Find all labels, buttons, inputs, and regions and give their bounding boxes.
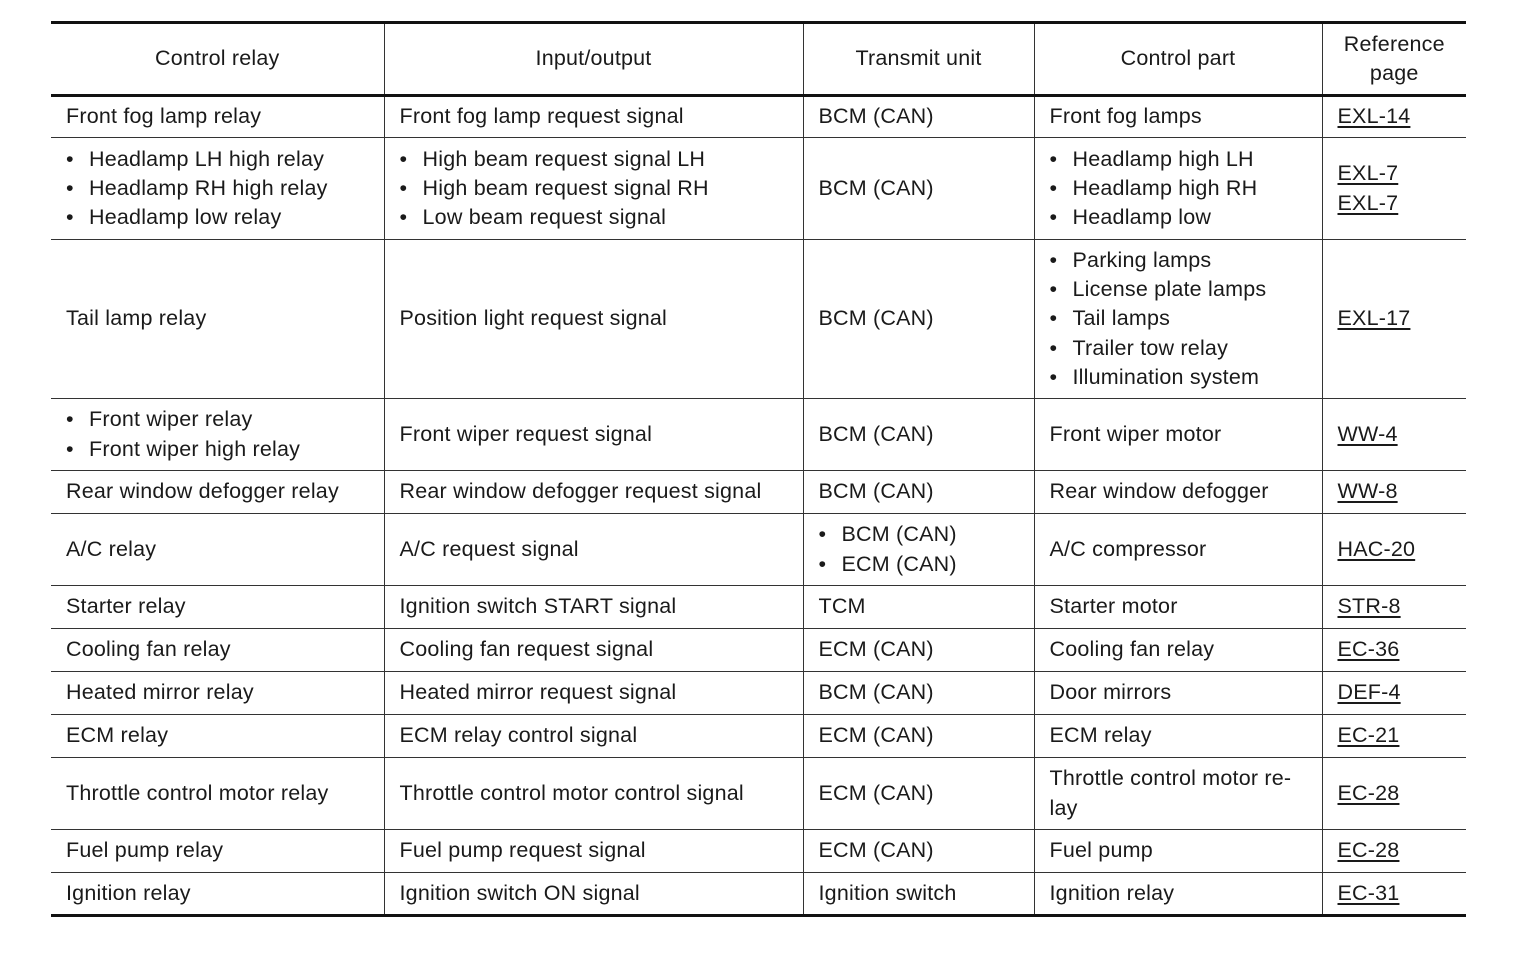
reference-page-cell <box>1322 514 1466 586</box>
control-part-cell <box>1034 471 1322 514</box>
table-row <box>51 873 1466 916</box>
control-part-cell-text: Cooling fan relay <box>1049 637 1215 662</box>
control-relay-cell <box>51 830 384 873</box>
reference-link[interactable]: WW-4 <box>1337 421 1398 446</box>
input-output-cell-text: Heated mirror request signal <box>399 680 677 705</box>
control-part-cell <box>1034 758 1322 830</box>
control-relay-cell-text: Ignition relay <box>66 880 191 905</box>
list-item: • Headlamp LH high relay <box>66 145 369 174</box>
control-relay-cell-text: Front fog lamp relay <box>66 104 262 129</box>
input-output-cell <box>384 672 803 715</box>
control-part-cell-text: Front fog lamps <box>1049 104 1202 129</box>
control-relay-cell <box>51 240 384 399</box>
list-item: • Headlamp low relay <box>66 203 369 232</box>
bullet-list <box>1050 145 1307 233</box>
reference-link[interactable]: EXL-7 <box>1337 161 1399 186</box>
control-relay-cell-text: Heated mirror relay <box>66 680 254 705</box>
input-output-cell <box>384 629 803 672</box>
transmit-unit-cell-text: BCM (CAN) <box>818 175 934 200</box>
list-item: • Headlamp RH high relay <box>66 174 369 203</box>
bullet-list <box>66 145 369 233</box>
control-part-cell-text: A/C compressor <box>1049 536 1207 561</box>
header-reference-line2: page <box>1369 61 1419 85</box>
control-relay-cell <box>51 758 384 830</box>
input-output-cell-text: Ignition switch ON signal <box>399 880 640 905</box>
control-part-cell <box>1034 514 1322 586</box>
control-relay-cell-text: Starter relay <box>66 594 186 619</box>
reference-link[interactable]: EXL-17 <box>1337 306 1411 331</box>
control-part-cell-text: lay <box>1049 795 1078 820</box>
input-output-cell-text: Rear window defogger request signal <box>399 479 762 504</box>
table-row <box>51 830 1466 873</box>
list-item: • Parking lamps <box>1050 246 1307 275</box>
input-output-cell <box>384 758 803 830</box>
control-part-cell-text: Fuel pump <box>1049 838 1153 863</box>
transmit-unit-cell-text: ECM (CAN) <box>818 723 934 748</box>
list-item: • High beam request signal LH <box>400 145 788 174</box>
control-part-cell <box>1034 715 1322 758</box>
reference-page-cell <box>1322 240 1466 399</box>
input-output-cell-text: Position light request signal <box>399 306 668 331</box>
control-relay-cell <box>51 138 384 240</box>
table-row <box>51 629 1466 672</box>
header-reference-line1: Reference <box>1343 31 1445 56</box>
header-row <box>51 23 1466 96</box>
transmit-unit-cell-text: TCM <box>818 594 866 619</box>
transmit-unit-cell-text: BCM (CAN) <box>818 104 934 129</box>
input-output-cell-text: Ignition switch START signal <box>399 594 677 619</box>
list-item: • High beam request signal RH <box>400 174 788 203</box>
control-part-cell <box>1034 830 1322 873</box>
reference-link[interactable]: DEF-4 <box>1337 680 1401 705</box>
control-relay-cell-text: Tail lamp relay <box>66 306 207 331</box>
transmit-unit-cell-text: Ignition switch <box>818 880 957 905</box>
transmit-unit-cell <box>803 830 1034 873</box>
reference-page-cell <box>1322 672 1466 715</box>
reference-page-cell <box>1322 471 1466 514</box>
transmit-unit-cell <box>803 138 1034 240</box>
reference-page-cell <box>1322 96 1466 138</box>
control-part-cell <box>1034 672 1322 715</box>
control-part-cell-text: ECM relay <box>1049 723 1152 748</box>
header-control-part: Control part <box>1034 23 1322 96</box>
control-part-cell <box>1034 873 1322 916</box>
list-item: • Trailer tow relay <box>1050 334 1307 363</box>
input-output-cell <box>384 514 803 586</box>
control-relay-cell-text: A/C relay <box>66 536 157 561</box>
input-output-cell <box>384 830 803 873</box>
table-row <box>51 586 1466 629</box>
control-part-cell-text: Rear window defogger <box>1049 479 1269 504</box>
reference-link[interactable]: EXL-14 <box>1337 104 1411 129</box>
reference-link[interactable]: EC-28 <box>1337 838 1400 863</box>
table-body <box>51 96 1466 916</box>
reference-page-cell <box>1322 715 1466 758</box>
list-item: • ECM (CAN) <box>819 550 1019 579</box>
transmit-unit-cell-text: BCM (CAN) <box>818 680 934 705</box>
transmit-unit-cell <box>803 514 1034 586</box>
reference-link[interactable]: HAC-20 <box>1337 536 1416 561</box>
table-row <box>51 758 1466 830</box>
list-item: • Low beam request signal <box>400 203 788 232</box>
transmit-unit-cell <box>803 715 1034 758</box>
reference-page-cell <box>1322 399 1466 471</box>
transmit-unit-cell-text: ECM (CAN) <box>818 780 934 805</box>
transmit-unit-cell-text: BCM (CAN) <box>818 306 934 331</box>
control-part-cell-text: Throttle control motor re- <box>1049 766 1292 791</box>
table-row <box>51 399 1466 471</box>
reference-page-cell <box>1322 586 1466 629</box>
control-relay-cell <box>51 586 384 629</box>
control-relay-cell <box>51 399 384 471</box>
reference-link[interactable]: STR-8 <box>1337 594 1401 619</box>
transmit-unit-cell-text: ECM (CAN) <box>818 637 934 662</box>
transmit-unit-cell-text: BCM (CAN) <box>818 421 934 446</box>
transmit-unit-cell <box>803 399 1034 471</box>
reference-link[interactable]: EC-28 <box>1337 780 1400 805</box>
control-relay-cell <box>51 629 384 672</box>
input-output-cell <box>384 399 803 471</box>
list-item: • Front wiper relay <box>66 405 369 434</box>
bullet-list <box>400 145 788 233</box>
transmit-unit-cell <box>803 586 1034 629</box>
control-relay-cell <box>51 715 384 758</box>
control-relay-cell <box>51 471 384 514</box>
control-relay-cell-text: ECM relay <box>66 723 169 748</box>
list-item: • Front wiper high relay <box>66 435 369 464</box>
bullet-list <box>66 405 369 464</box>
control-relay-cell <box>51 672 384 715</box>
transmit-unit-cell <box>803 240 1034 399</box>
reference-link[interactable]: WW-8 <box>1337 479 1398 504</box>
reference-page-cell <box>1322 629 1466 672</box>
reference-page-cell <box>1322 138 1466 240</box>
table-row <box>51 471 1466 514</box>
table-row <box>51 138 1466 240</box>
input-output-cell <box>384 471 803 514</box>
bullet-list <box>1050 246 1307 392</box>
input-output-cell <box>384 586 803 629</box>
transmit-unit-cell <box>803 758 1034 830</box>
control-part-cell-text: Door mirrors <box>1049 680 1172 705</box>
table-row <box>51 240 1466 399</box>
table-row <box>51 715 1466 758</box>
input-output-cell-text: Fuel pump request signal <box>399 838 646 863</box>
control-part-cell-text: Starter motor <box>1049 594 1178 619</box>
reference-page-cell <box>1322 873 1466 916</box>
control-part-cell <box>1034 96 1322 138</box>
reference-page-cell <box>1322 758 1466 830</box>
list-item: • License plate lamps <box>1050 275 1307 304</box>
control-relay-cell <box>51 514 384 586</box>
input-output-cell <box>384 715 803 758</box>
input-output-cell-text: ECM relay control signal <box>399 723 638 748</box>
control-part-cell-text: Front wiper motor <box>1049 421 1222 446</box>
list-item: • Tail lamps <box>1050 304 1307 333</box>
control-part-cell <box>1034 629 1322 672</box>
control-relay-cell-text: Rear window defogger relay <box>66 479 339 504</box>
transmit-unit-cell <box>803 96 1034 138</box>
table-row <box>51 514 1466 586</box>
control-relay-cell-text: Fuel pump relay <box>66 838 224 863</box>
input-output-cell <box>384 873 803 916</box>
reference-link[interactable]: EC-36 <box>1337 637 1400 662</box>
relay-control-table <box>51 21 1466 917</box>
transmit-unit-cell <box>803 471 1034 514</box>
control-relay-cell-text: Cooling fan relay <box>66 637 231 662</box>
transmit-unit-cell <box>803 629 1034 672</box>
list-item: • Headlamp high RH <box>1050 174 1307 203</box>
transmit-unit-cell-text: BCM (CAN) <box>818 479 934 504</box>
input-output-cell <box>384 138 803 240</box>
control-part-cell <box>1034 586 1322 629</box>
input-output-cell-text: Cooling fan request signal <box>399 637 654 662</box>
control-part-cell <box>1034 138 1322 240</box>
header-input-output: Input/output <box>384 23 803 96</box>
list-item: • Headlamp high LH <box>1050 145 1307 174</box>
control-relay-cell <box>51 873 384 916</box>
header-transmit-unit: Transmit unit <box>803 23 1034 96</box>
reference-link[interactable]: EC-31 <box>1337 880 1400 905</box>
control-relay-cell-text: Throttle control motor relay <box>66 780 329 805</box>
input-output-cell <box>384 96 803 138</box>
header-reference-page <box>1322 23 1466 96</box>
input-output-cell-text: Front wiper request signal <box>399 421 653 446</box>
reference-page-cell <box>1322 830 1466 873</box>
input-output-cell-text: Throttle control motor control signal <box>399 780 744 805</box>
control-part-cell <box>1034 399 1322 471</box>
list-item: • BCM (CAN) <box>819 520 1019 549</box>
transmit-unit-cell <box>803 672 1034 715</box>
control-part-cell-text: Ignition relay <box>1049 880 1175 905</box>
table-row <box>51 672 1466 715</box>
list-item: • Illumination system <box>1050 363 1307 392</box>
input-output-cell-text: Front fog lamp request signal <box>399 104 684 129</box>
transmit-unit-cell <box>803 873 1034 916</box>
reference-link[interactable]: EC-21 <box>1337 723 1400 748</box>
table-row <box>51 96 1466 138</box>
transmit-unit-cell-text: ECM (CAN) <box>818 838 934 863</box>
input-output-cell <box>384 240 803 399</box>
list-item: • Headlamp low <box>1050 203 1307 232</box>
reference-link[interactable]: EXL-7 <box>1337 190 1399 215</box>
control-relay-cell <box>51 96 384 138</box>
control-part-cell <box>1034 240 1322 399</box>
bullet-list <box>819 520 1019 579</box>
input-output-cell-text: A/C request signal <box>399 536 579 561</box>
header-control-relay: Control relay <box>155 46 280 71</box>
